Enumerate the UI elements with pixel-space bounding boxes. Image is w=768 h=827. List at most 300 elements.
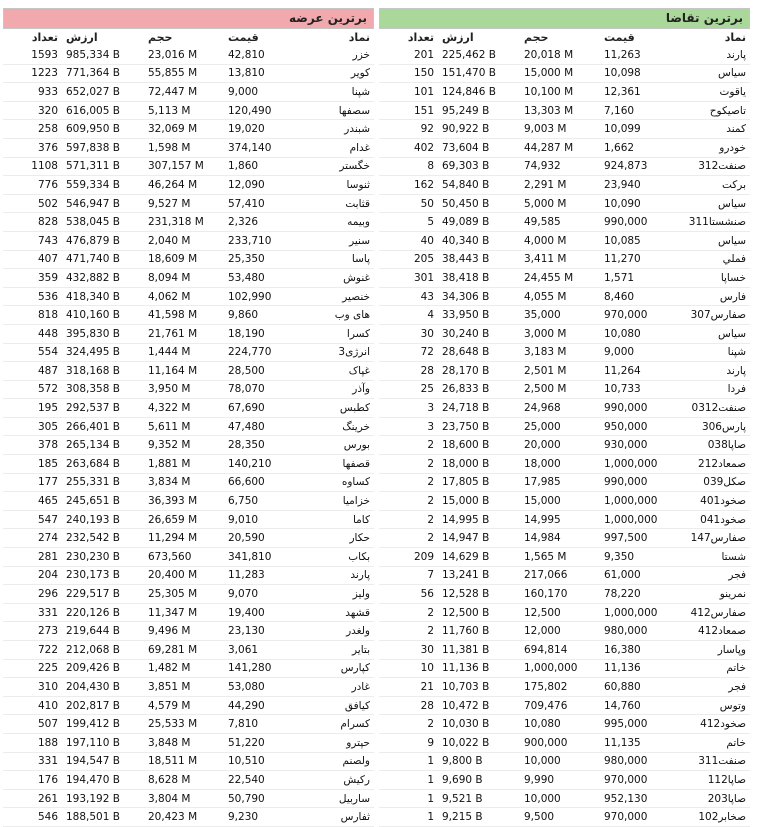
demand-table-row <box>379 101 750 120</box>
supply-table-row <box>3 417 374 436</box>
demand-header-count: تعداد <box>407 31 434 44</box>
supply-cell-symbol: بکاب <box>348 550 370 563</box>
supply-table-row <box>3 808 374 827</box>
demand-cell-count: 30 <box>420 643 434 656</box>
demand-cell-symbol: صمعاد212 <box>698 457 746 470</box>
demand-cell-value: 34,306 B <box>442 290 490 303</box>
supply-cell-volume: 20,400 M <box>148 569 198 582</box>
supply-cell-count: 176 <box>37 773 58 786</box>
supply-cell-count: 502 <box>37 197 58 210</box>
demand-cell-volume: 15,000 <box>524 495 561 508</box>
supply-cell-symbol: کسرام <box>340 718 370 731</box>
supply-cell-price: 22,540 <box>228 773 265 786</box>
demand-cell-value: 124,846 B <box>442 85 496 98</box>
supply-cell-price: 6,750 <box>228 495 259 508</box>
supply-header-row <box>3 29 374 46</box>
demand-cell-price: 11,135 <box>604 736 641 749</box>
demand-table-row <box>379 455 750 474</box>
demand-cell-count: 56 <box>420 588 434 601</box>
demand-header-price: قیمت <box>604 31 635 44</box>
demand-cell-symbol: تاصیکوح <box>709 104 746 117</box>
demand-table-row <box>379 808 750 827</box>
demand-cell-value: 28,648 B <box>442 346 490 359</box>
supply-cell-symbol: پارند <box>350 569 370 582</box>
demand-cell-count: 50 <box>420 197 434 210</box>
supply-cell-count: 487 <box>37 364 58 377</box>
supply-cell-volume: 231,318 M <box>148 216 204 229</box>
demand-cell-value: 11,760 B <box>442 625 490 638</box>
supply-cell-symbol: خنصیر <box>342 290 370 303</box>
supply-table-row <box>3 64 374 83</box>
demand-cell-symbol: فجر <box>728 569 746 582</box>
demand-cell-value: 14,995 B <box>442 513 490 526</box>
demand-cell-count: 2 <box>427 457 434 470</box>
demand-title: برترین تقاضا <box>379 8 750 29</box>
supply-cell-value: 546,947 B <box>66 197 120 210</box>
demand-cell-symbol: سیاس <box>718 67 746 80</box>
demand-cell-volume: 13,303 M <box>524 104 574 117</box>
supply-cell-price: 19,400 <box>228 606 265 619</box>
supply-cell-volume: 1,444 M <box>148 346 191 359</box>
supply-cell-symbol: غپاک <box>348 364 370 377</box>
supply-cell-price: 9,000 <box>228 85 259 98</box>
demand-cell-value: 10,472 B <box>442 699 490 712</box>
demand-cell-symbol: صفارس412 <box>690 606 746 619</box>
supply-cell-volume: 1,881 M <box>148 457 191 470</box>
supply-cell-symbol: های وب <box>334 309 370 322</box>
supply-cell-volume: 26,659 M <box>148 513 198 526</box>
demand-cell-count: 28 <box>420 699 434 712</box>
supply-cell-value: 985,334 B <box>66 48 120 61</box>
supply-cell-value: 652,027 B <box>66 85 120 98</box>
supply-table-row <box>3 696 374 715</box>
supply-cell-count: 933 <box>37 85 58 98</box>
supply-cell-symbol: قثابت <box>345 197 370 210</box>
supply-cell-count: 310 <box>37 680 58 693</box>
supply-table-row <box>3 473 374 492</box>
demand-cell-price: 9,000 <box>604 346 635 359</box>
supply-cell-symbol: بورس <box>343 439 370 452</box>
supply-table-row <box>3 380 374 399</box>
demand-cell-price: 995,000 <box>604 718 648 731</box>
supply-cell-count: 536 <box>37 290 58 303</box>
supply-cell-symbol: وآذر <box>352 383 370 396</box>
demand-cell-value: 54,840 B <box>442 178 490 191</box>
demand-cell-volume: 14,984 <box>524 532 561 545</box>
demand-cell-volume: 44,287 M <box>524 141 574 154</box>
supply-cell-volume: 25,305 M <box>148 588 198 601</box>
supply-cell-volume: 3,834 M <box>148 476 191 489</box>
demand-cell-volume: 2,291 M <box>524 178 567 191</box>
demand-cell-value: 95,249 B <box>442 104 490 117</box>
supply-cell-volume: 9,527 M <box>148 197 191 210</box>
supply-cell-count: 331 <box>37 606 58 619</box>
demand-cell-count: 301 <box>413 271 434 284</box>
supply-cell-value: 197,110 B <box>66 736 120 749</box>
demand-cell-price: 11,264 <box>604 364 641 377</box>
supply-cell-value: 538,045 B <box>66 216 120 229</box>
supply-table-row <box>3 213 374 232</box>
demand-cell-volume: 3,000 M <box>524 327 567 340</box>
supply-cell-value: 266,401 B <box>66 420 120 433</box>
supply-cell-count: 188 <box>37 736 58 749</box>
demand-cell-count: 1 <box>427 792 434 805</box>
supply-cell-value: 292,537 B <box>66 402 120 415</box>
supply-cell-count: 274 <box>37 532 58 545</box>
demand-cell-price: 980,000 <box>604 755 648 768</box>
demand-table-body <box>379 46 750 826</box>
supply-table-row <box>3 455 374 474</box>
demand-cell-symbol: صنفت312 <box>698 160 746 173</box>
demand-cell-price: 11,136 <box>604 662 641 675</box>
supply-cell-count: 828 <box>37 216 58 229</box>
demand-cell-symbol: وپاسار <box>717 643 746 656</box>
supply-cell-volume: 11,164 M <box>148 364 198 377</box>
supply-cell-price: 78,070 <box>228 383 265 396</box>
demand-cell-count: 2 <box>427 513 434 526</box>
demand-cell-symbol: صاپا112 <box>707 773 746 786</box>
demand-table-row <box>379 417 750 436</box>
demand-cell-count: 162 <box>413 178 434 191</box>
supply-cell-price: 47,480 <box>228 420 265 433</box>
demand-header-value: ارزش <box>442 31 474 44</box>
supply-cell-symbol: شبندر <box>344 123 370 136</box>
demand-cell-count: 150 <box>413 67 434 80</box>
demand-cell-volume: 18,000 <box>524 457 561 470</box>
supply-table-row <box>3 752 374 771</box>
supply-cell-symbol: غدام <box>349 141 370 154</box>
supply-cell-value: 194,547 B <box>66 755 120 768</box>
supply-table-row <box>3 138 374 157</box>
supply-cell-volume: 8,094 M <box>148 271 191 284</box>
supply-cell-price: 233,710 <box>228 234 272 247</box>
supply-cell-value: 771,364 B <box>66 67 120 80</box>
demand-table-row <box>379 362 750 381</box>
demand-cell-count: 3 <box>427 402 434 415</box>
demand-cell-volume: 709,476 <box>524 699 568 712</box>
supply-table-row <box>3 659 374 678</box>
demand-cell-volume: 160,170 <box>524 588 568 601</box>
supply-cell-price: 9,070 <box>228 588 259 601</box>
demand-cell-volume: 9,990 <box>524 773 555 786</box>
supply-cell-count: 273 <box>37 625 58 638</box>
supply-table-row <box>3 362 374 381</box>
supply-cell-count: 185 <box>37 457 58 470</box>
supply-cell-count: 554 <box>37 346 58 359</box>
demand-cell-value: 11,136 B <box>442 662 490 675</box>
demand-cell-volume: 49,585 <box>524 216 561 229</box>
demand-table-row <box>379 492 750 511</box>
demand-table-row <box>379 715 750 734</box>
demand-cell-symbol: سیاس <box>718 234 746 247</box>
demand-cell-symbol: فملي <box>722 253 746 266</box>
demand-cell-value: 12,500 B <box>442 606 490 619</box>
demand-cell-symbol: خودرو <box>719 141 746 154</box>
supply-cell-count: 1108 <box>31 160 58 173</box>
demand-cell-symbol: صنفت0312 <box>691 402 746 415</box>
demand-cell-price: 10,099 <box>604 123 641 136</box>
demand-cell-count: 2 <box>427 718 434 731</box>
supply-table-row <box>3 250 374 269</box>
demand-table-row <box>379 324 750 343</box>
supply-cell-value: 432,882 B <box>66 271 120 284</box>
supply-cell-value: 418,340 B <box>66 290 120 303</box>
demand-header-volume: حجم <box>524 31 549 44</box>
supply-cell-symbol: کیافق <box>344 699 370 712</box>
supply-cell-volume: 18,609 M <box>148 253 198 266</box>
demand-cell-volume: 4,055 M <box>524 290 567 303</box>
supply-cell-volume: 5,611 M <box>148 420 191 433</box>
supply-table-row <box>3 194 374 213</box>
demand-table-row <box>379 585 750 604</box>
supply-cell-symbol: خزامیا <box>342 495 370 508</box>
supply-cell-symbol: ثفارس <box>340 811 370 824</box>
demand-cell-count: 209 <box>413 550 434 563</box>
demand-cell-value: 49,089 B <box>442 216 490 229</box>
demand-cell-price: 1,662 <box>604 141 635 154</box>
demand-cell-count: 10 <box>420 662 434 675</box>
supply-cell-volume: 3,950 M <box>148 383 191 396</box>
demand-cell-symbol: برکت <box>721 178 746 191</box>
demand-cell-symbol: وتوس <box>719 699 746 712</box>
supply-table-row <box>3 83 374 102</box>
demand-cell-symbol: خساپا <box>720 271 746 284</box>
demand-cell-symbol: صخود401 <box>700 495 746 508</box>
demand-panel <box>379 8 750 824</box>
demand-table-row <box>379 138 750 157</box>
demand-cell-value: 17,805 B <box>442 476 490 489</box>
supply-cell-count: 261 <box>37 792 58 805</box>
supply-table-row <box>3 46 374 64</box>
supply-cell-symbol: وبیمه <box>347 216 370 229</box>
demand-table-row <box>379 641 750 660</box>
demand-table-row <box>379 752 750 771</box>
demand-table-row <box>379 157 750 176</box>
supply-cell-price: 341,810 <box>228 550 272 563</box>
demand-table-row <box>379 306 750 325</box>
demand-cell-price: 23,940 <box>604 178 641 191</box>
demand-cell-price: 9,350 <box>604 550 635 563</box>
supply-table-row <box>3 566 374 585</box>
demand-cell-price: 970,000 <box>604 811 648 824</box>
supply-cell-value: 204,430 B <box>66 680 120 693</box>
supply-cell-symbol: انرژی3 <box>338 346 370 359</box>
demand-cell-price: 970,000 <box>604 773 648 786</box>
supply-cell-symbol: کویر <box>350 67 370 80</box>
demand-cell-price: 1,000,000 <box>604 606 658 619</box>
demand-cell-value: 90,922 B <box>442 123 490 136</box>
demand-cell-symbol: صنشستا311 <box>688 216 746 229</box>
demand-cell-value: 69,303 B <box>442 160 490 173</box>
demand-table-row <box>379 473 750 492</box>
supply-cell-value: 219,644 B <box>66 625 120 638</box>
demand-cell-count: 7 <box>427 569 434 582</box>
demand-table-row <box>379 696 750 715</box>
demand-cell-volume: 74,932 <box>524 160 561 173</box>
demand-cell-price: 990,000 <box>604 402 648 415</box>
demand-table-row <box>379 622 750 641</box>
supply-cell-price: 28,500 <box>228 364 265 377</box>
demand-cell-value: 14,629 B <box>442 550 490 563</box>
supply-cell-volume: 1,482 M <box>148 662 191 675</box>
demand-cell-count: 92 <box>420 123 434 136</box>
demand-table-row <box>379 548 750 567</box>
supply-cell-symbol: ولغدر <box>346 625 370 638</box>
demand-table-row <box>379 789 750 808</box>
demand-table-row <box>379 287 750 306</box>
supply-cell-count: 258 <box>37 123 58 136</box>
supply-table-row <box>3 771 374 790</box>
supply-table-row <box>3 269 374 288</box>
demand-cell-count: 151 <box>413 104 434 117</box>
supply-cell-price: 102,990 <box>228 290 272 303</box>
supply-cell-count: 448 <box>37 327 58 340</box>
supply-cell-count: 572 <box>37 383 58 396</box>
demand-cell-symbol: صفارس307 <box>690 309 746 322</box>
demand-cell-price: 1,000,000 <box>604 513 658 526</box>
supply-cell-symbol: کساوه <box>341 476 370 489</box>
supply-cell-count: 818 <box>37 309 58 322</box>
supply-cell-count: 359 <box>37 271 58 284</box>
supply-table-row <box>3 733 374 752</box>
supply-cell-price: 2,326 <box>228 216 259 229</box>
demand-cell-value: 151,470 B <box>442 67 496 80</box>
supply-cell-value: 202,817 B <box>66 699 120 712</box>
demand-cell-value: 9,800 B <box>442 755 483 768</box>
supply-cell-volume: 11,347 M <box>148 606 198 619</box>
supply-cell-symbol: حپترو <box>346 736 370 749</box>
supply-cell-price: 3,061 <box>228 643 259 656</box>
supply-table-row <box>3 324 374 343</box>
demand-cell-symbol: یاقوت <box>719 85 746 98</box>
supply-cell-count: 722 <box>37 643 58 656</box>
demand-cell-value: 40,340 B <box>442 234 490 247</box>
demand-cell-count: 2 <box>427 625 434 638</box>
demand-cell-volume: 2,500 M <box>524 383 567 396</box>
supply-cell-value: 229,517 B <box>66 588 120 601</box>
demand-cell-volume: 3,411 M <box>524 253 567 266</box>
supply-cell-count: 296 <box>37 588 58 601</box>
demand-cell-price: 16,380 <box>604 643 641 656</box>
demand-cell-count: 1 <box>427 755 434 768</box>
supply-cell-value: 230,173 B <box>66 569 120 582</box>
demand-cell-value: 18,000 B <box>442 457 490 470</box>
demand-cell-volume: 3,183 M <box>524 346 567 359</box>
supply-header-count: تعداد <box>31 31 58 44</box>
supply-table <box>3 29 374 827</box>
supply-cell-value: 571,311 B <box>66 160 120 173</box>
demand-cell-symbol: فارس <box>719 290 746 303</box>
supply-cell-symbol: غادر <box>351 680 370 693</box>
demand-cell-count: 9 <box>427 736 434 749</box>
demand-cell-volume: 217,066 <box>524 569 568 582</box>
supply-cell-value: 471,740 B <box>66 253 120 266</box>
demand-cell-count: 3 <box>427 420 434 433</box>
demand-cell-count: 2 <box>427 495 434 508</box>
supply-cell-count: 546 <box>37 811 58 824</box>
supply-cell-value: 559,334 B <box>66 178 120 191</box>
supply-cell-symbol: بتایر <box>351 643 370 656</box>
demand-table-row <box>379 566 750 585</box>
supply-cell-price: 28,350 <box>228 439 265 452</box>
demand-cell-symbol: صاپا203 <box>707 792 746 805</box>
supply-cell-volume: 25,533 M <box>148 718 198 731</box>
demand-cell-value: 10,022 B <box>442 736 490 749</box>
supply-cell-volume: 9,496 M <box>148 625 191 638</box>
supply-cell-value: 199,412 B <box>66 718 120 731</box>
demand-cell-volume: 694,814 <box>524 643 568 656</box>
demand-table-row <box>379 213 750 232</box>
supply-cell-symbol: شپنا <box>351 85 370 98</box>
demand-cell-count: 21 <box>420 680 434 693</box>
demand-cell-price: 997,500 <box>604 532 648 545</box>
supply-cell-volume: 673,560 <box>148 550 192 563</box>
supply-cell-price: 66,600 <box>228 476 265 489</box>
supply-cell-symbol: حکار <box>349 532 370 545</box>
supply-table-row <box>3 176 374 195</box>
demand-cell-symbol: صمعاد412 <box>698 625 746 638</box>
demand-cell-price: 14,760 <box>604 699 641 712</box>
supply-table-row <box>3 715 374 734</box>
demand-cell-volume: 24,968 <box>524 402 561 415</box>
supply-cell-count: 547 <box>37 513 58 526</box>
supply-cell-value: 318,168 B <box>66 364 120 377</box>
supply-cell-price: 53,480 <box>228 271 265 284</box>
supply-table-body <box>3 46 374 826</box>
demand-cell-price: 10,080 <box>604 327 641 340</box>
supply-cell-volume: 3,804 M <box>148 792 191 805</box>
demand-cell-value: 38,443 B <box>442 253 490 266</box>
supply-cell-volume: 69,281 M <box>148 643 198 656</box>
demand-cell-volume: 4,000 M <box>524 234 567 247</box>
supply-cell-volume: 3,848 M <box>148 736 191 749</box>
demand-cell-price: 980,000 <box>604 625 648 638</box>
demand-cell-value: 14,947 B <box>442 532 490 545</box>
supply-cell-price: 50,790 <box>228 792 265 805</box>
demand-cell-count: 30 <box>420 327 434 340</box>
demand-cell-volume: 900,000 <box>524 736 568 749</box>
demand-cell-symbol: صفارس147 <box>690 532 746 545</box>
supply-cell-count: 281 <box>37 550 58 563</box>
supply-cell-value: 220,126 B <box>66 606 120 619</box>
supply-cell-price: 120,490 <box>228 104 272 117</box>
supply-cell-symbol: ساربیل <box>338 792 370 805</box>
demand-cell-price: 1,000,000 <box>604 495 658 508</box>
demand-cell-symbol: خاتم <box>726 736 746 749</box>
demand-table-row <box>379 176 750 195</box>
supply-table-row <box>3 157 374 176</box>
supply-cell-price: 141,280 <box>228 662 272 675</box>
supply-cell-count: 743 <box>37 234 58 247</box>
supply-cell-volume: 20,423 M <box>148 811 198 824</box>
supply-table-row <box>3 231 374 250</box>
demand-table-row <box>379 250 750 269</box>
demand-cell-price: 78,220 <box>604 588 641 601</box>
supply-table-row <box>3 492 374 511</box>
supply-cell-price: 23,130 <box>228 625 265 638</box>
demand-cell-value: 10,703 B <box>442 680 490 693</box>
demand-cell-value: 73,604 B <box>442 141 490 154</box>
supply-cell-volume: 1,598 M <box>148 141 191 154</box>
demand-cell-volume: 12,000 <box>524 625 561 638</box>
supply-cell-value: 193,192 B <box>66 792 120 805</box>
demand-cell-volume: 25,000 <box>524 420 561 433</box>
demand-cell-count: 101 <box>413 85 434 98</box>
supply-cell-count: 1593 <box>31 48 58 61</box>
demand-cell-symbol: خاتم <box>726 662 746 675</box>
supply-cell-value: 410,160 B <box>66 309 120 322</box>
demand-cell-price: 12,361 <box>604 85 641 98</box>
